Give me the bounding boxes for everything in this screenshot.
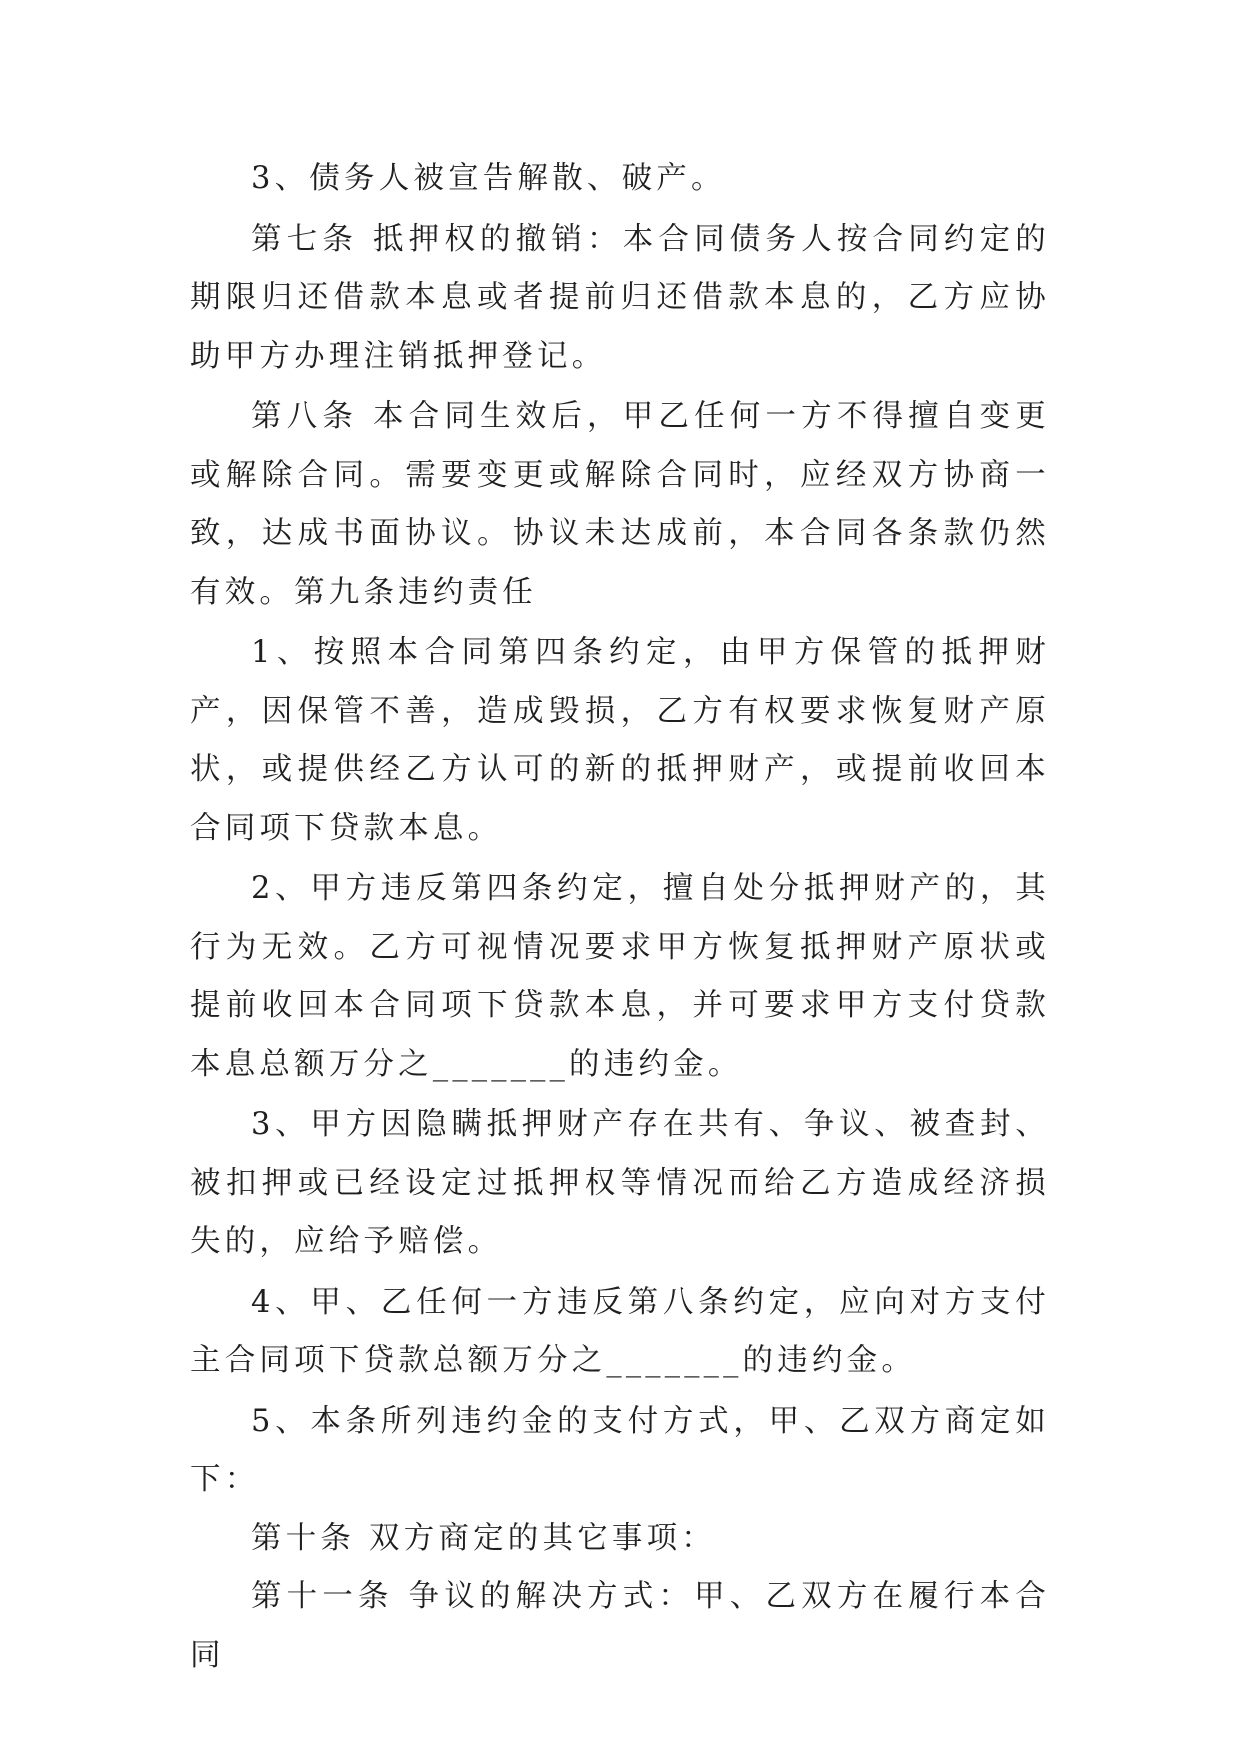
paragraph-article-9-item-5: 5、本条所列违约金的支付方式，甲、乙双方商定如下： bbox=[190, 1403, 1050, 1497]
paragraph-article-8: 第八条 本合同生效后，甲乙任何一方不得擅自变更或解除合同。需要变更或解除合同时，应经双方协商一致，达成书面协议。协议未达成前，本合同各条款仍然有效。第九条违约责任 bbox=[190, 399, 1050, 610]
paragraph-article-10: 第十条 双方商定的其它事项： bbox=[251, 1520, 716, 1556]
paragraph-clause-6-item-3: 3、债务人被宣告解散、破产。 bbox=[251, 161, 726, 196]
paragraph-article-7: 第七条 抵押权的撤销：本合同债务人按合同约定的期限归还借款本息或者提前归还借款本息的，乙方应协助甲方办理注销抵押登记。 bbox=[190, 221, 1050, 374]
document-page bbox=[190, 150, 1050, 1685]
paragraph-article-11: 第十一条 争议的解决方式：甲、乙双方在履行本合同 bbox=[190, 1579, 1050, 1673]
paragraph-article-9-item-2: 2、甲方违反第四条约定，擅自处分抵押财产的，其行为无效。乙方可视情况要求甲方恢复抵押财产原状或提前收回本合同项下贷款本息，并可要求甲方支付贷款本息总额万分之_______的违约金。 bbox=[190, 871, 1050, 1082]
paragraph-article-9-item-1: 1、按照本合同第四条约定，由甲方保管的抵押财产，因保管不善，造成毁损，乙方有权要求恢复财产原状，或提供经乙方认可的新的抵押财产，或提前收回本合同项下贷款本息。 bbox=[190, 635, 1050, 846]
paragraph-article-9-item-4: 4、甲、乙任何一方违反第八条约定，应向对方支付主合同项下贷款总额万分之_______的违约金。 bbox=[190, 1284, 1050, 1378]
paragraph-article-9-item-3: 3、甲方因隐瞒抵押财产存在共有、争议、被查封、被扣押或已经设定过抵押权等情况而给乙方造成经济损失的，应给予赔偿。 bbox=[190, 1107, 1050, 1259]
